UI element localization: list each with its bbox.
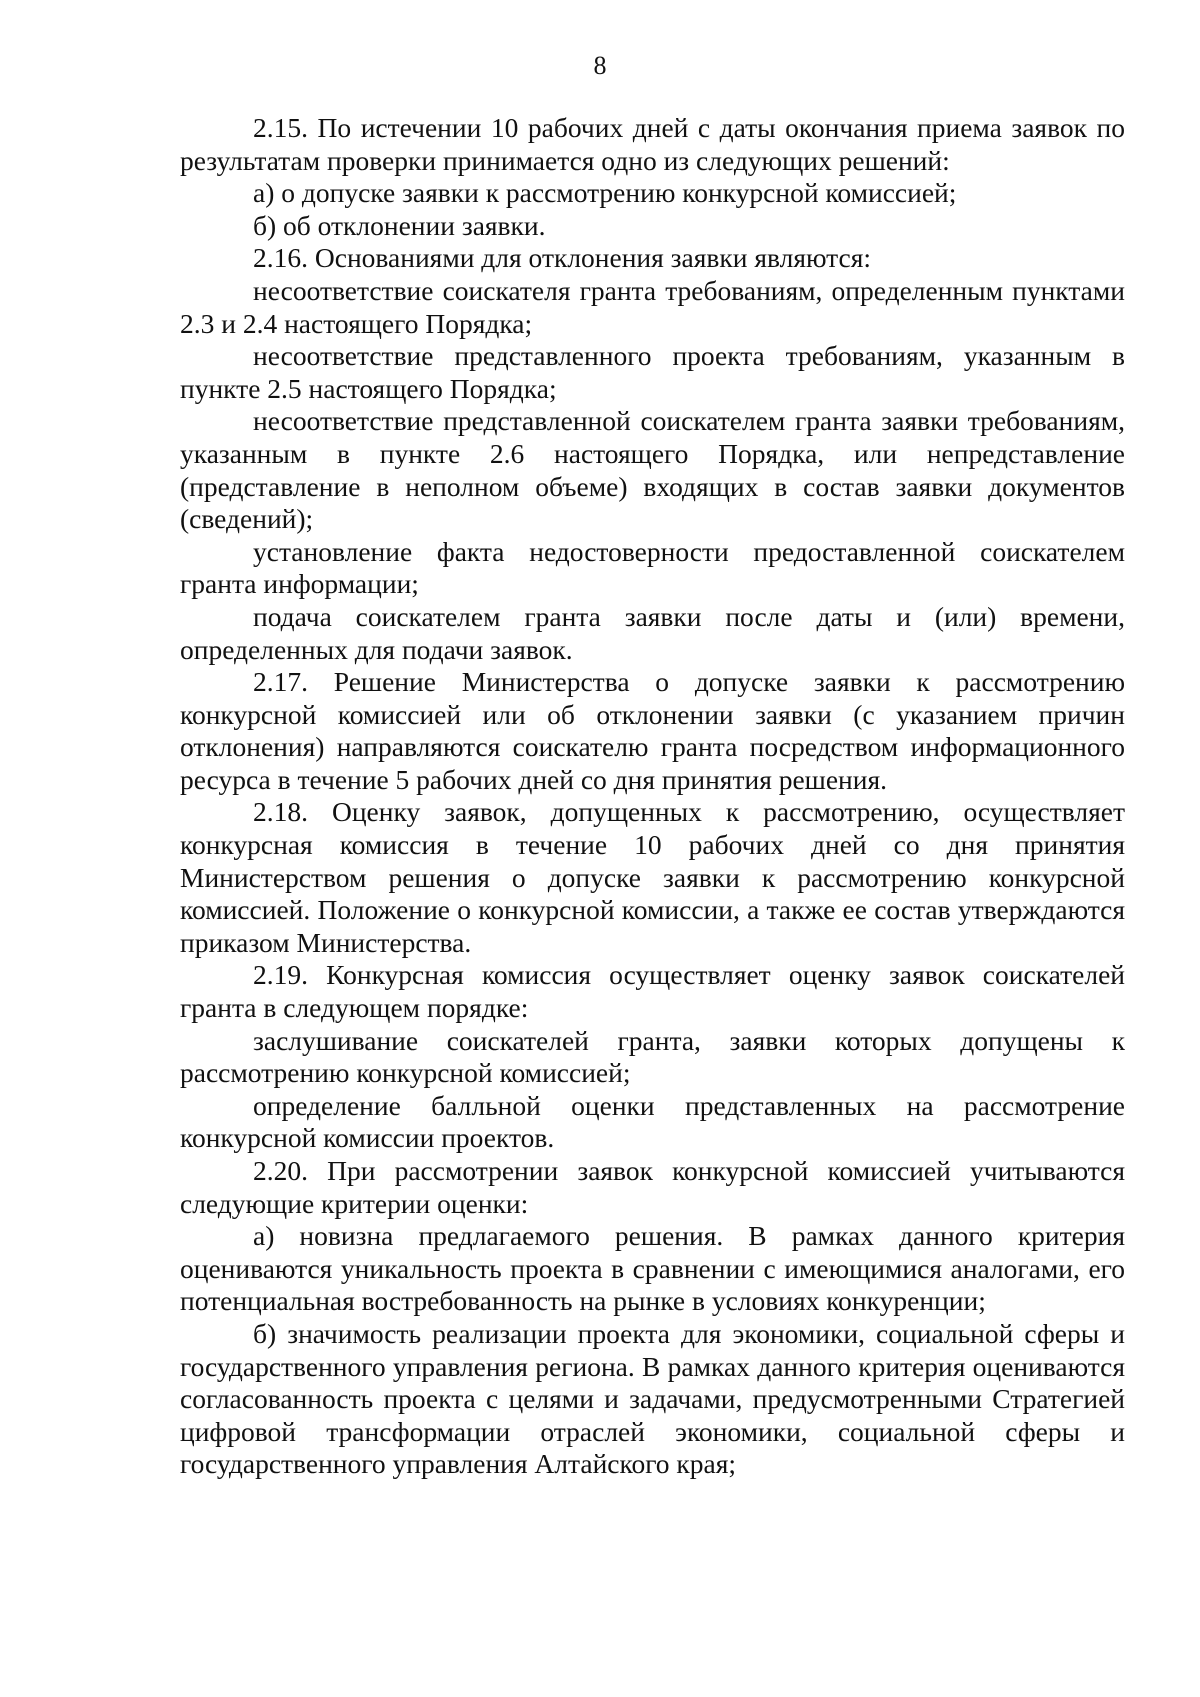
paragraph-2-16: 2.16. Основаниями для отклонения заявки являются: xyxy=(253,242,871,274)
paragraph-2-16-item-3: несоответствие представленной соискателем гранта заявки требованиям, указанным в пункте 2.6 настоящего Порядка, или непредставление (представление в неполном объеме) входящих в состав заявки документов (сведений); xyxy=(180,405,1125,535)
page-number: 8 xyxy=(593,51,607,80)
paragraph-2-16-item-1: несоответствие соискателя гранта требованиям, определенным пунктами 2.3 и 2.4 настоящего Порядка; xyxy=(180,274,1125,339)
paragraph-2-20-a: а) новизна предлагаемого решения. В рамках данного критерия оцениваются уникальность проекта в сравнении с имеющимися аналогами, его потенциальная востребованность на рынке в условиях конкуренции; xyxy=(180,1220,1125,1317)
paragraph-2-20-b: б) значимость реализации проекта для экономики, социальной сферы и государственного управления региона. В рамках данного критерия оцениваются согласованность проекта с целями и задачами, предусмотренными Стратегией цифровой трансформации отраслей экономики, социальной сферы и государственного управления Алтайского края; xyxy=(180,1317,1125,1480)
paragraph-2-18: 2.18. Оценку заявок, допущенных к рассмотрению, осуществляет конкурсная комиссия в течение 10 рабочих дней со дня принятия Министерством решения о допуске заявки к рассмотрению конкурсной комиссией. Положение о конкурсной комиссии, а также ее состав утверждаются приказом Министерства. xyxy=(180,796,1125,958)
paragraph-2-15-b: б) об отклонении заявки. xyxy=(253,209,546,241)
paragraph-2-16-item-5: подача соискателем гранта заявки после даты и (или) времени, определенных для подачи заявок. xyxy=(180,600,1125,665)
paragraph-2-16-item-4: установление факта недостоверности предоставленной соискателем гранта информации; xyxy=(180,535,1125,600)
paragraph-2-15-a: а) о допуске заявки к рассмотрению конкурсной комиссией; xyxy=(253,177,957,209)
paragraph-2-19: 2.19. Конкурсная комиссия осуществляет оценку заявок соискателей гранта в следующем порядке: xyxy=(180,959,1125,1024)
paragraph-2-17: 2.17. Решение Министерства о допуске заявки к рассмотрению конкурсной комиссией или об отклонении заявки (с указанием причин отклонения) направляются соискателю гранта посредством информационного ресурса в течение 5 рабочих дней со дня принятия решения. xyxy=(180,666,1125,795)
paragraph-2-19-item-2: определение балльной оценки представленных на рассмотрение конкурсной комиссии проектов. xyxy=(180,1089,1125,1154)
paragraph-2-15: 2.15. По истечении 10 рабочих дней с даты окончания приема заявок по результатам проверки принимается одно из следующих решений: xyxy=(180,112,1125,176)
document-body xyxy=(180,112,1125,1481)
paragraph-2-19-item-1: заслушивание соискателей гранта, заявки которых допущены к рассмотрению конкурсной комиссией; xyxy=(180,1024,1125,1089)
paragraph-2-16-item-2: несоответствие представленного проекта требованиям, указанным в пункте 2.5 настоящего Порядка; xyxy=(180,340,1125,404)
paragraph-2-20: 2.20. При рассмотрении заявок конкурсной комиссией учитываются следующие критерии оценки: xyxy=(180,1155,1125,1219)
